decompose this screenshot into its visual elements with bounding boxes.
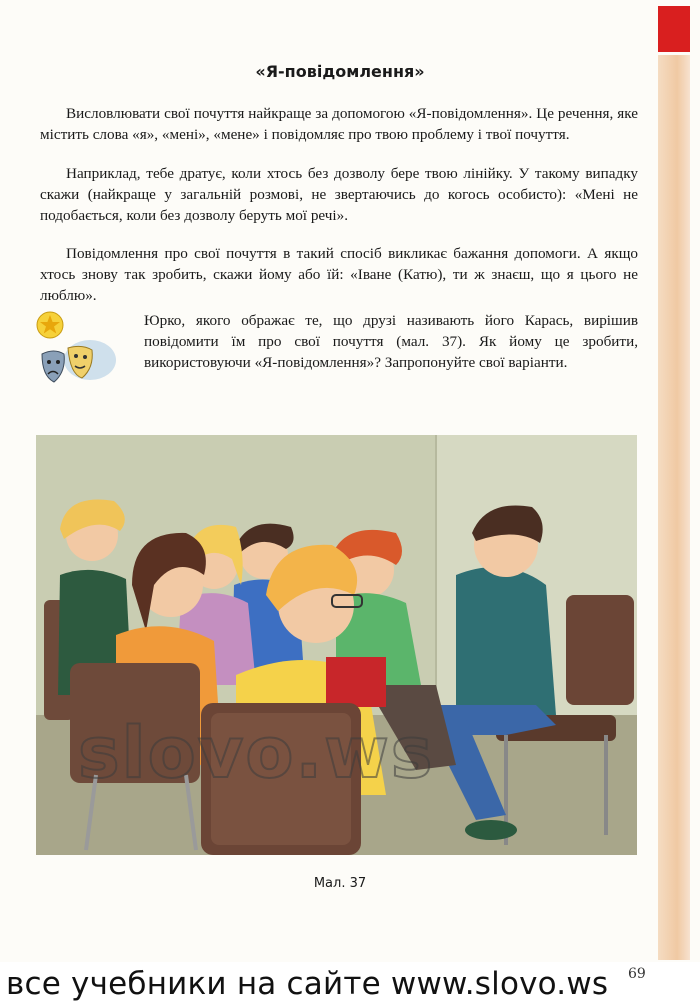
star-icon <box>36 311 64 339</box>
paragraph-3: Повідомлення про свої почуття в такий спосіб викликає бажання допомоги. А якщо хтось знову так зробить, скажи йому або їй: «Іване (Катю), ти ж знаєш, що я цього не люблю». <box>40 245 638 304</box>
paragraph-2: Наприклад, тебе дратує, коли хтось без дозволу бере твою лінійку. У такому випадку скажи (найкраще у загальній розмові, не звертаючись до когось особисто): «Мені не подобається, коли без дозволу беруть мої речі». <box>40 165 638 224</box>
side-stripe <box>658 55 690 960</box>
paragraph-1: Висловлювати свої почуття найкраще за допомогою «Я-повідомлення». Це речення, яке містить слова «я», «мені», «мене» і повідомляє про твою проблему і твої почуття. <box>40 105 638 143</box>
section-title: «Я-повідомлення» <box>255 62 425 81</box>
footer-site-link[interactable]: все учебники на сайте www.slovo.ws <box>6 966 609 1002</box>
section-tab <box>658 6 690 52</box>
watermark: slovo.ws <box>78 712 435 794</box>
theater-masks-icon <box>38 338 118 388</box>
figure-caption: Мал. 37 <box>313 876 367 891</box>
task-paragraph: Юрко, якого ображає те, що друзі називають його Карась, вирішив повідомити їм про свої почуття (мал. 37). Як йому це зробити, використовуючи «Я-повідомлення»? Запропонуйте свої варіанти. <box>144 312 638 371</box>
page-number: 69 <box>628 966 646 982</box>
